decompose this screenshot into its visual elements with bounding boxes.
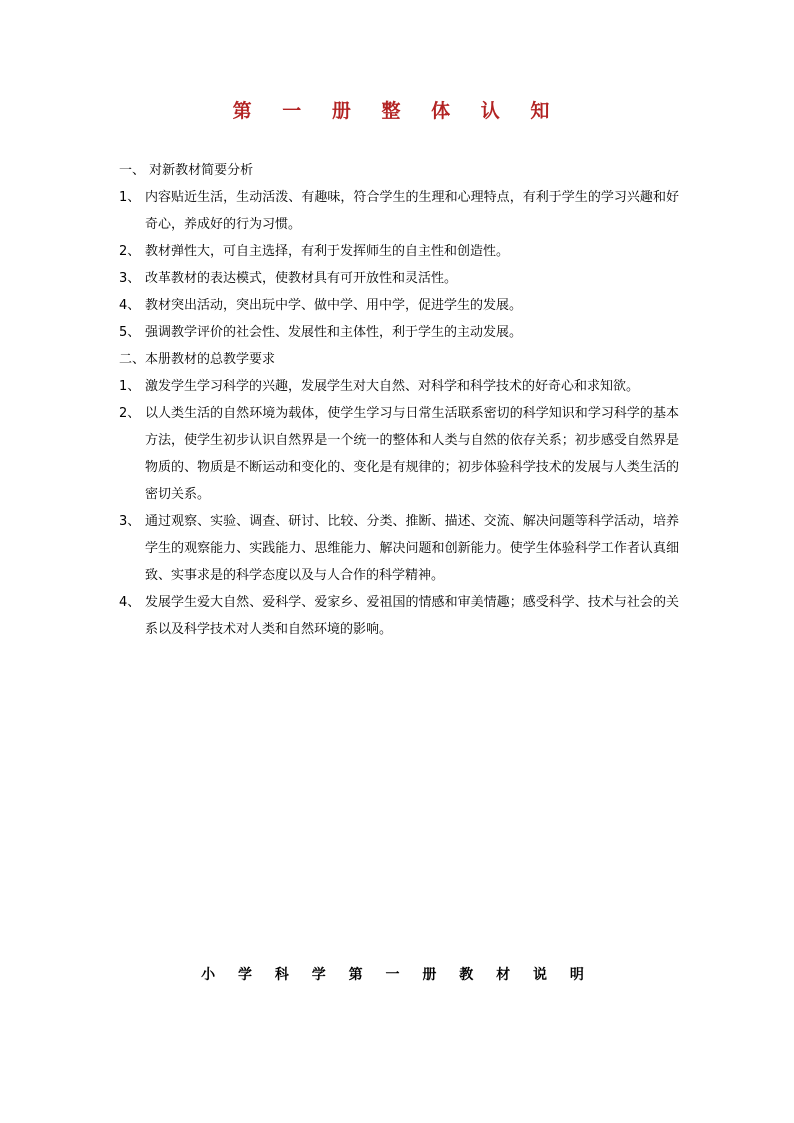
- list-item: [119, 292, 679, 319]
- item-text: 教材弹性大，可自主选择，有利于发挥师生的自主性和创造性。: [145, 244, 510, 259]
- section-requirements: [119, 346, 679, 643]
- section-heading: 一、 对新教材简要分析: [119, 163, 254, 178]
- list-item: [119, 508, 679, 589]
- list-item: [119, 373, 679, 400]
- item-number: 1、: [119, 379, 141, 394]
- item-number: 3、: [119, 271, 141, 286]
- item-text: 改革教材的表达模式，使教材具有可开放性和灵活性。: [145, 271, 458, 286]
- item-text: 教材突出活动，突出玩中学、做中学、用中学，促进学生的发展。: [145, 298, 523, 313]
- section-analysis: [119, 157, 679, 346]
- section-heading: 二、本册教材的总教学要求: [119, 352, 276, 367]
- list-item: [119, 400, 679, 508]
- item-text: 以人类生活的自然环境为载体，使学生学习与日常生活联系密切的科学知识和学习科学的基本方法，使学生初步认识自然界是一个统一的整体和人类与自然的依存关系；初步感受自然界是物质的、物质是不断运动和变化的、变化是有规律的；初步体验科学技术的发展与人类生活的密切关系。: [145, 406, 679, 502]
- footer-title: 小 学 科 学 第 一 册 教 材 说 明: [201, 967, 593, 983]
- item-text: 内容贴近生活，生动活泼、有趣味，符合学生的生理和心理特点，有利于学生的学习兴趣和好奇心，养成好的行为习惯。: [145, 190, 679, 232]
- item-number: 1、: [119, 190, 141, 205]
- item-text: 通过观察、实验、调查、研讨、比较、分类、推断、描述、交流、解决问题等科学活动，培养学生的观察能力、实践能力、思维能力、解决问题和创新能力。使学生体验科学工作者认真细致、实事求是的科学态度以及与人合作的科学精神。: [145, 514, 679, 583]
- item-number: 4、: [119, 298, 141, 313]
- list-item: [119, 589, 679, 643]
- list-item: [119, 238, 679, 265]
- document-body: [119, 157, 679, 643]
- item-text: 强调教学评价的社会性、发展性和主体性，利于学生的主动发展。: [145, 325, 523, 340]
- list-item: [119, 265, 679, 292]
- item-number: 2、: [119, 406, 141, 421]
- list-item: [119, 319, 679, 346]
- list-item: [119, 184, 679, 238]
- item-text: 发展学生爱大自然、爱科学、爱家乡、爱祖国的情感和审美情趣；感受科学、技术与社会的关系以及科学技术对人类和自然环境的影响。: [145, 595, 679, 637]
- page-title: 第 一 册 整 体 认 知: [232, 100, 562, 122]
- item-number: 2、: [119, 244, 141, 259]
- item-number: 5、: [119, 325, 141, 340]
- item-number: 3、: [119, 514, 141, 529]
- item-number: 4、: [119, 595, 141, 610]
- item-text: 激发学生学习科学的兴趣，发展学生对大自然、对科学和科学技术的好奇心和求知欲。: [145, 379, 640, 394]
